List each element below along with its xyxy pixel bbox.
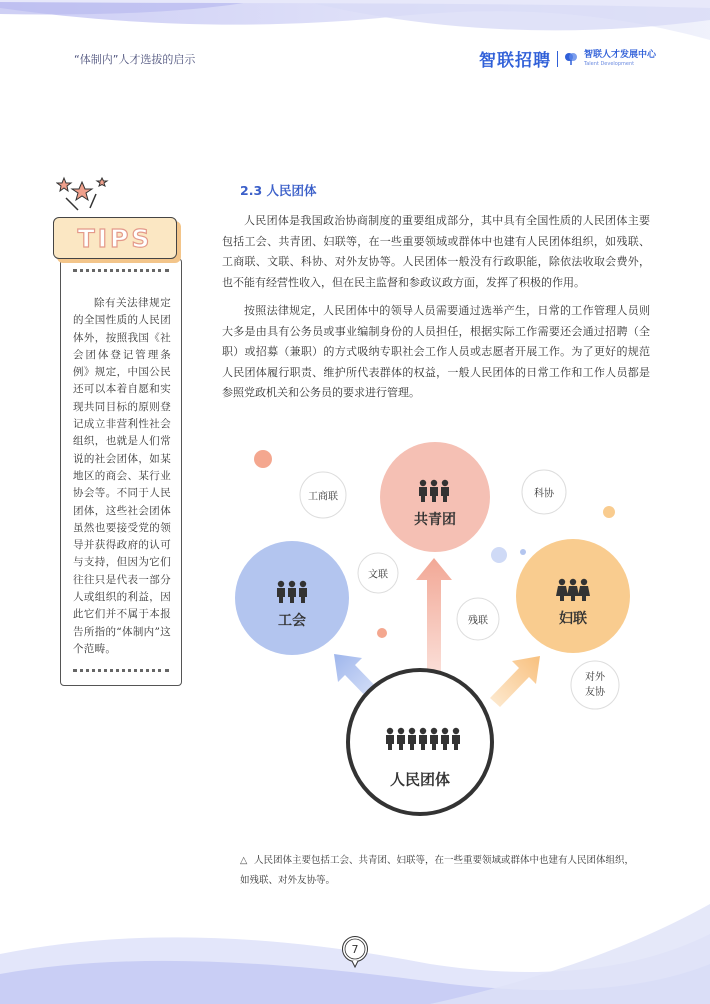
tips-box [60,258,182,686]
caption-marker: △ [240,855,248,866]
tips-dotted-divider-top [73,269,169,272]
caption-text: 人民团体主要包括工会、共青团、妇联等，在一些重要领域或群体中也建有人民团体组织，如残联、对外友协等。 [240,855,635,886]
label-duiwaiyouxie: 对外友协 [585,672,605,698]
arrow-up [416,558,452,683]
page-number-badge [341,935,369,969]
label-gongqingtuan: 共青团 [414,512,456,528]
logo-sub-cn: 智联人才发展中心 [583,49,656,60]
label-kexie: 科协 [534,488,554,500]
dot [491,547,507,563]
page-number: 7 [351,942,359,956]
tips-text: 除有关法律规定的全国性质的人民团体外，按照我国《社会团体登记管理条例》规定，中国公民还可以本着自愿和实现共同目标的原则登记成立非营利性社会组织，也就是人们常说的社会团体，如某地区的商会、某行业协会等。不同于人民团体，这些社会团体虽然也要接受党的领导并获得政府的认可与支持，但因为它们往往只是代表一部分人或组织的利益，因此它们并不属于本报告所指的“体制内”这个范畴。 [73,297,171,655]
paragraph-1: 人民团体是我国政治协商制度的重要组成部分，其中具有全国性质的人民团体主要包括工会、共青团、妇联等，在一些重要领域或群体中也建有人民团体组织，如残联、工商联、文联、科协、对外友协等。人民团体一般没有行政职能，除依法收取会费外，也不能有经营性收入，但在民主监督和参政议政方面，发挥了积极的作用。 [222,214,650,289]
logo-divider [557,51,558,67]
logo-sub-en: Talent Development [583,60,635,67]
talent-center-logo-icon [564,52,578,66]
header-title: “体制内”人才选拔的启示 [74,53,196,66]
brand-logo [479,46,656,71]
label-canlian: 残联 [468,615,488,627]
label-gongshanglian: 工商联 [308,491,338,503]
logo-main-text: 智联招聘 [478,51,551,71]
paragraph-2: 按照法律规定，人民团体中的领导人员需要通过选举产生，日常的工作管理人员则大多是由具有公务员或事业编制身份的人员担任，根据实际工作需要还会通过招聘（全职）或招募（兼职）的方式吸纳专职社会工作人员或志愿者开展工作。为了更好的规范人民团体履行职责、维护所代表群体的权益，一般人民团体的日常工作和工作人员都是参照党政机关和公务员的要求进行管理。 [222,304,650,399]
people-icon-gongqingtuan [419,480,449,502]
people-icon-fulian [556,579,590,601]
arrow-right [490,656,540,707]
people-organizations-diagram [210,430,640,850]
stars-icon [56,176,116,216]
tips-dotted-divider-bottom [73,669,169,672]
label-gonghui: 工会 [278,613,306,629]
label-wenlian: 文联 [368,569,388,581]
dot [520,549,526,555]
dot [603,506,615,518]
label-center: 人民团体 [389,770,451,789]
diagram-caption [240,851,640,891]
dot [377,628,387,638]
section-heading: 2.3 人民团体 [240,183,317,198]
people-icon-gonghui [277,581,307,603]
tips-badge-label: TIPS [77,223,153,253]
tips-badge [53,217,177,259]
dot [254,450,272,468]
label-fulian: 妇联 [559,611,587,627]
